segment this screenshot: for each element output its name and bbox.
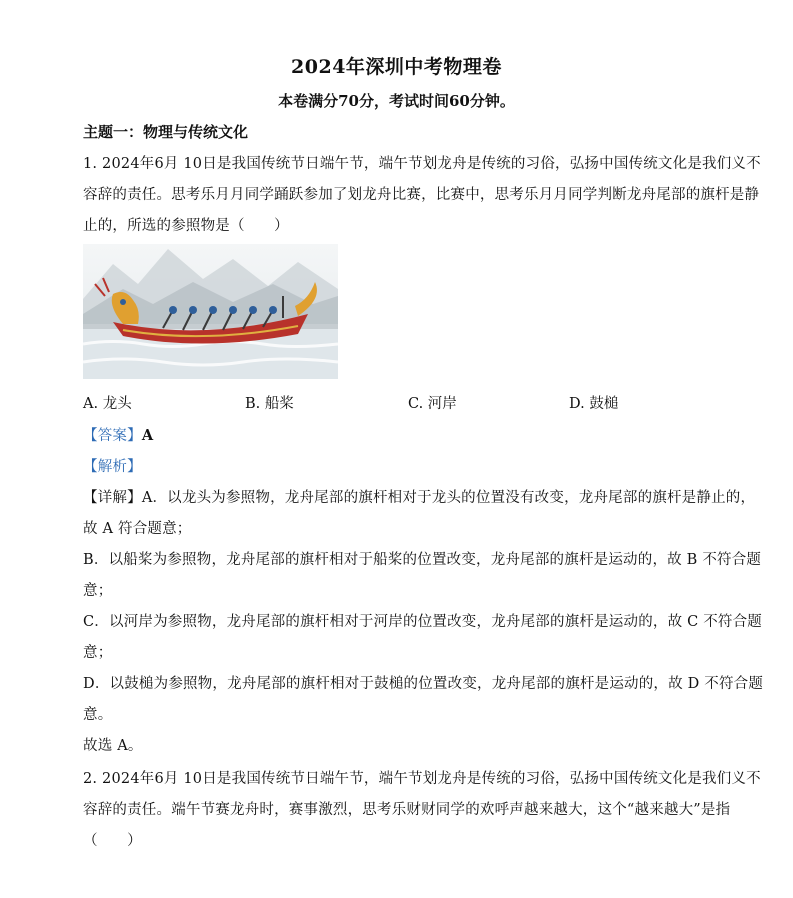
question-1-text: 容辞的责任。思考乐月月同学踊跃参加了划龙舟比赛，比赛中，思考乐月月同学判断龙舟尾部的旗杆是静 xyxy=(83,187,760,203)
analysis-tag: 【解析】 xyxy=(83,459,142,475)
detail-b-continued: 意； xyxy=(83,583,113,599)
detail-c-text: C．以河岸为参照物，龙舟尾部的旗杆相对于河岸的位置改变，龙舟尾部的旗杆是运动的，故 C 不符合题 xyxy=(83,614,763,630)
detail-d-continued: 意。 xyxy=(83,707,113,723)
detail-a-text: A．以龙头为参照物，龙舟尾部的旗杆相对于龙头的位置没有改变，龙舟尾部的旗杆是静止的， xyxy=(141,490,756,506)
question-2-text: （ ） xyxy=(83,833,142,849)
conclusion-text: 故选 A。 xyxy=(83,738,143,754)
dragon-boat-illustration xyxy=(83,244,338,379)
analysis-line xyxy=(83,455,723,476)
section-heading: 主题一：物理与传统文化 xyxy=(83,123,249,141)
answer-line xyxy=(83,424,723,445)
question-1-text: 1. 2024年6月 10日是我国传统节日端午节，端午节划龙舟是传统的习俗，弘扬中国传统文化是我们义不 xyxy=(83,156,761,172)
exam-info: 本卷满分70分，考试时间60分钟。 xyxy=(278,92,515,110)
question-2-text: 容辞的责任。端午节赛龙舟时，赛事激烈，思考乐财财同学的欢呼声越来越大，这个“越来越大”是指 xyxy=(83,802,731,818)
detail-b-text: B．以船桨为参照物，龙舟尾部的旗杆相对于船桨的位置改变，龙舟尾部的旗杆是运动的，故 B 不符合题 xyxy=(83,552,762,568)
detail-tag: 【详解】 xyxy=(83,490,142,506)
detail-a-continued: 故 A 符合题意； xyxy=(83,521,192,537)
page-title: 2024年深圳中考物理卷 xyxy=(291,56,502,78)
question-1-text: 止的，所选的参照物是（ ） xyxy=(83,218,289,234)
choice-b: B. 船桨 xyxy=(245,396,294,412)
choice-a: A. 龙头 xyxy=(83,396,132,412)
choice-c: C. 河岸 xyxy=(408,396,457,412)
detail-c-continued: 意； xyxy=(83,645,113,661)
detail-d-text: D．以鼓槌为参照物，龙舟尾部的旗杆相对于鼓槌的位置改变，龙舟尾部的旗杆是运动的，故 D 不符合题 xyxy=(83,676,764,692)
detail-line xyxy=(83,486,756,507)
choice-d: D. 鼓槌 xyxy=(569,396,619,412)
question-2-text: 2. 2024年6月 10日是我国传统节日端午节，端午节划龙舟是传统的习俗，弘扬中国传统文化是我们义不 xyxy=(83,771,761,787)
answer-tag: 【答案】 xyxy=(83,428,142,444)
answer-value: A xyxy=(141,427,154,444)
